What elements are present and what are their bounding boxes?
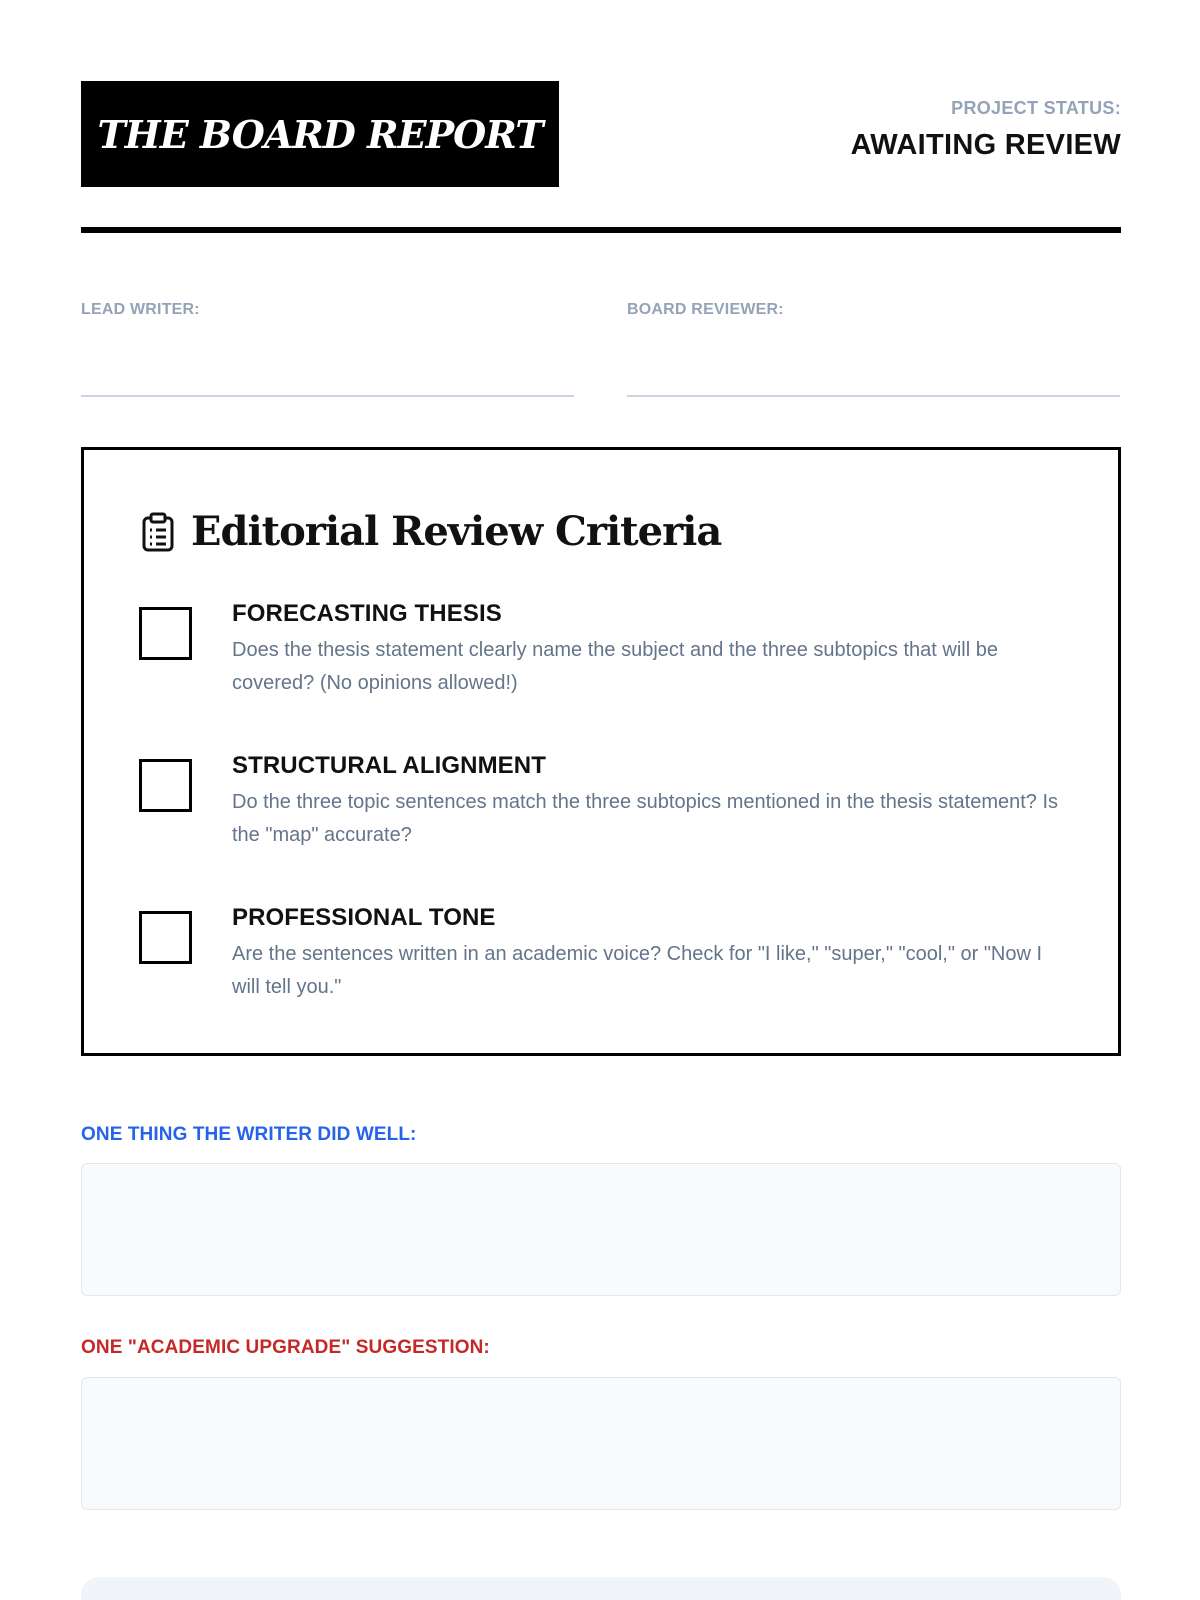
board-reviewer-input-line[interactable] xyxy=(627,395,1120,397)
criteria-title: Editorial Review Criteria xyxy=(191,508,722,555)
criteria-item-text xyxy=(232,904,1072,1004)
bottom-panel xyxy=(81,1577,1121,1600)
criteria-item-description: Are the sentences written in an academic voice? Check for "I like," "super," "cool," or "Now I will tell you." xyxy=(232,943,1043,998)
did-well-textarea[interactable] xyxy=(81,1163,1121,1296)
lead-writer-input-line[interactable] xyxy=(81,395,574,397)
board-reviewer-field[interactable] xyxy=(627,301,1120,397)
header-divider xyxy=(81,227,1121,233)
forecasting-thesis-checkbox[interactable] xyxy=(139,607,192,660)
criteria-item-text xyxy=(232,600,1072,700)
did-well-label: ONE THING THE WRITER DID WELL: xyxy=(81,1124,417,1145)
masthead-banner xyxy=(81,81,559,187)
report-title: THE BOARD REPORT xyxy=(97,111,543,157)
board-reviewer-label: BOARD REVIEWER: xyxy=(627,301,784,318)
academic-upgrade-label: ONE "ACADEMIC UPGRADE" SUGGESTION: xyxy=(81,1337,490,1358)
professional-tone-checkbox[interactable] xyxy=(139,911,192,964)
academic-upgrade-textarea[interactable] xyxy=(81,1377,1121,1510)
criteria-item-title: FORECASTING THESIS xyxy=(232,600,502,627)
criteria-item-description: Does the thesis statement clearly name the subject and the three subtopics that will be covered? (No opinions allowed!) xyxy=(232,639,998,694)
status-label: PROJECT STATUS: xyxy=(951,98,1121,118)
project-status xyxy=(851,98,1121,162)
criteria-item-text xyxy=(232,752,1072,852)
structural-alignment-checkbox[interactable] xyxy=(139,759,192,812)
lead-writer-label: LEAD WRITER: xyxy=(81,301,200,318)
status-value: AWAITING REVIEW xyxy=(850,129,1121,161)
lead-writer-field[interactable] xyxy=(81,301,574,397)
criteria-item-description: Do the three topic sentences match the three subtopics mentioned in the thesis statement? Is the "map" accurate? xyxy=(232,791,1059,846)
criteria-header xyxy=(141,508,721,555)
criteria-item-title: PROFESSIONAL TONE xyxy=(232,904,496,931)
criteria-panel xyxy=(81,447,1121,1056)
criteria-item-title: STRUCTURAL ALIGNMENT xyxy=(232,752,546,779)
clipboard-icon xyxy=(141,512,175,552)
